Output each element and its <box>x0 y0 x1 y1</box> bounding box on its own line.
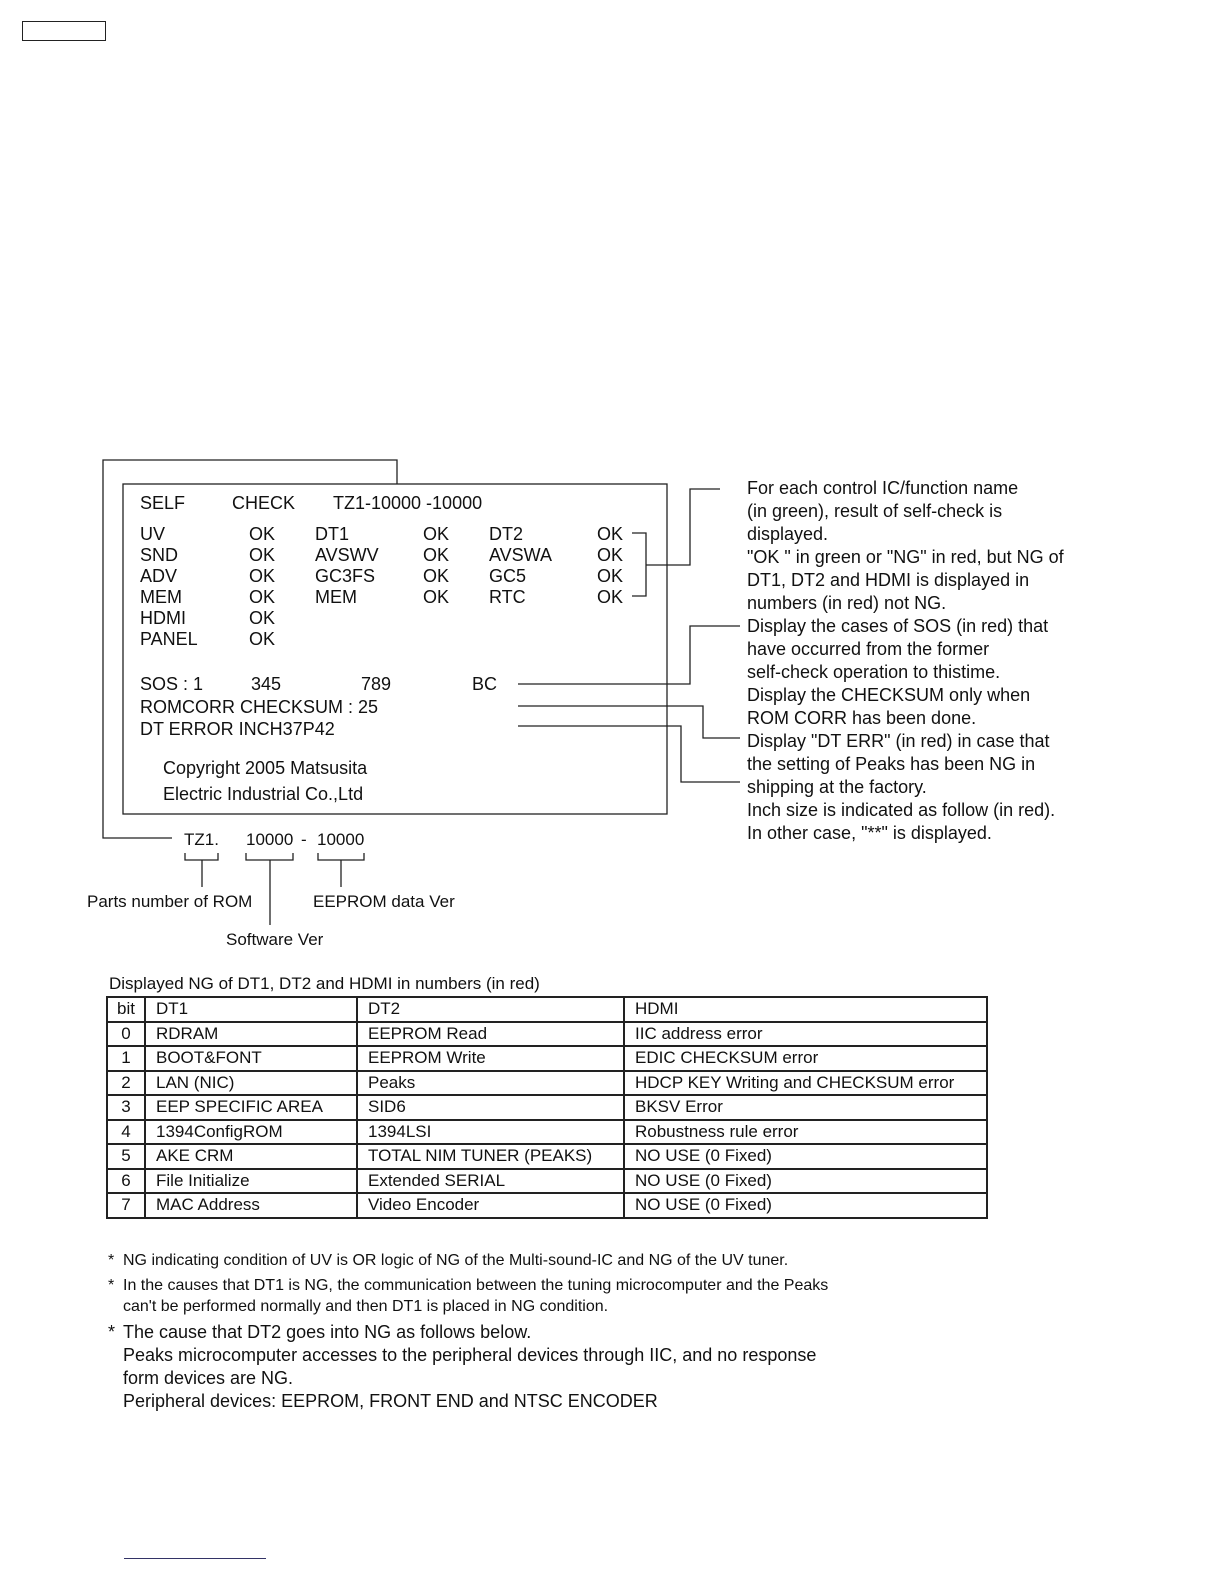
label-software-ver: Software Ver <box>226 930 324 949</box>
sos-value: 345 <box>251 674 282 694</box>
table-row: 5 AKE CRM TOTAL NIM TUNER (PEAKS) NO USE (0 Fixed) <box>107 1144 987 1169</box>
screen-cell: OK <box>249 629 276 649</box>
screen-header-rom: TZ1-10000 -10000 <box>333 493 483 513</box>
software-underbracket <box>246 853 293 860</box>
note1-leader <box>646 489 720 565</box>
header-dt1: DT1 <box>145 997 357 1022</box>
screen-cell: PANEL <box>140 629 198 649</box>
romcorr-checksum: ROMCORR CHECKSUM : 25 <box>140 697 379 717</box>
asterisk-icon: * <box>108 1322 116 1342</box>
table-row: 6 File Initialize Extended SERIAL NO USE (0 Fixed) <box>107 1169 987 1194</box>
label-parts-number: Parts number of ROM <box>87 892 253 911</box>
sos-value: 789 <box>361 674 392 694</box>
rom-dash: - <box>301 830 307 849</box>
header-bit: bit <box>107 997 145 1022</box>
table-caption: Displayed NG of DT1, DT2 and HDMI in numbers (in red) <box>109 974 540 993</box>
header-dt2: DT2 <box>357 997 624 1022</box>
screen-cell: OK <box>249 566 276 586</box>
footnote-uv: * NG indicating condition of UV is OR logic of NG of the Multi-sound-IC and NG of the UV tuner. <box>108 1252 789 1269</box>
note3-leader <box>518 706 740 738</box>
screen-cell: MEM <box>315 587 357 607</box>
footnote-dt1: * In the causes that DT1 is NG, the communication between the tuning microcomputer and the Peaks can't be performed normally and then DT1 is placed in NG condition. <box>108 1277 829 1315</box>
asterisk-icon: * <box>108 1252 115 1269</box>
eeprom-underbracket <box>318 853 364 860</box>
dt-error: DT ERROR INCH37P42 <box>140 719 335 739</box>
table-row: 7 MAC Address Video Encoder NO USE (0 Fixed) <box>107 1193 987 1218</box>
table-row: 3 EEP SPECIFIC AREA SID6 BKSV Error <box>107 1095 987 1120</box>
screen-cell: OK <box>423 545 450 565</box>
screen-cell: SND <box>140 545 179 565</box>
screen-cell: OK <box>249 524 276 544</box>
screen-cell: OK <box>597 566 624 586</box>
label-eeprom-ver: EEPROM data Ver <box>313 892 455 911</box>
page-footer-rule <box>124 1558 266 1559</box>
note-sos: Display the cases of SOS (in red) that <box>747 616 1049 636</box>
sos-label: SOS : 1 <box>140 674 204 694</box>
screen-header-self: SELF <box>140 493 186 513</box>
asterisk-icon: * <box>108 1277 115 1294</box>
screen-cell: OK <box>249 608 276 628</box>
screen-cell: OK <box>597 587 624 607</box>
note-dt-err: Display "DT ERR" (in red) in case that <box>747 731 1050 751</box>
ng-bit-table <box>106 996 988 1219</box>
copyright-line-2: Electric Industrial Co.,Ltd <box>163 784 364 804</box>
screen-cell: GC3FS <box>315 566 376 586</box>
table-row: 1 BOOT&FONT EEPROM Write EDIC CHECKSUM error <box>107 1046 987 1071</box>
ok-bracket <box>632 533 646 596</box>
screen-cell: OK <box>249 587 276 607</box>
screen-header-check: CHECK <box>232 493 296 513</box>
rom-software-version: 10000 <box>246 830 294 849</box>
table-row: 2 LAN (NIC) Peaks HDCP KEY Writing and CHECKSUM error <box>107 1071 987 1096</box>
screen-cell: ADV <box>140 566 178 586</box>
screen-cell: AVSWA <box>489 545 553 565</box>
screen-cell: OK <box>423 566 450 586</box>
rom-tz: TZ1. <box>184 830 219 849</box>
note-checksum: Display the CHECKSUM only when <box>747 685 1031 705</box>
tz-underbracket <box>185 853 218 860</box>
note-self-check-result: For each control IC/function name (in green), result of self-check is displayed. "OK " in green or "NG" in red, but NG of DT1, DT2 and HDMI is displayed in numbers (in red) not NG. Display the cases of SOS (in red) that have occurred from the former self-check operation to thistime. Display the CHECKSUM only when ROM CORR has been done. Display "DT ERR" (in red) in case that the setting of Peaks has been NG in shipping at the factory. Inch size is indicated as follow (in red). In other case, "**" is displayed. <box>747 478 1064 843</box>
screen-cell: MEM <box>140 587 182 607</box>
screen-cell: OK <box>597 545 624 565</box>
rom-eeprom-version: 10000 <box>317 830 365 849</box>
footnote-dt2: * The cause that DT2 goes into NG as follows below. Peaks microcomputer accesses to the peripheral devices through IIC, and no response form devices are NG. Peripheral devices: EEPROM, FRONT END and NTSC ENCODER <box>108 1322 817 1411</box>
header-hdmi: HDMI <box>624 997 987 1022</box>
screen-cell: HDMI <box>140 608 186 628</box>
table-row: 4 1394ConfigROM 1394LSI Robustness rule error <box>107 1120 987 1145</box>
screen-cell: OK <box>597 524 624 544</box>
screen-cell: AVSWV <box>315 545 379 565</box>
screen-cell: RTC <box>489 587 526 607</box>
screen-cell: OK <box>423 524 450 544</box>
note4-leader <box>518 726 740 782</box>
note2-leader <box>518 626 740 684</box>
screen-cell: OK <box>423 587 450 607</box>
screen-cell: DT1 <box>315 524 350 544</box>
copyright-line-1: Copyright 2005 Matsusita <box>163 758 368 778</box>
screen-cell: OK <box>249 545 276 565</box>
screen-cell: DT2 <box>489 524 524 544</box>
screen-cell: GC5 <box>489 566 527 586</box>
sos-value: BC <box>472 674 498 694</box>
screen-cell: UV <box>140 524 166 544</box>
table-header-row <box>107 997 987 1022</box>
table-row: 0 RDRAM EEPROM Read IIC address error <box>107 1022 987 1047</box>
